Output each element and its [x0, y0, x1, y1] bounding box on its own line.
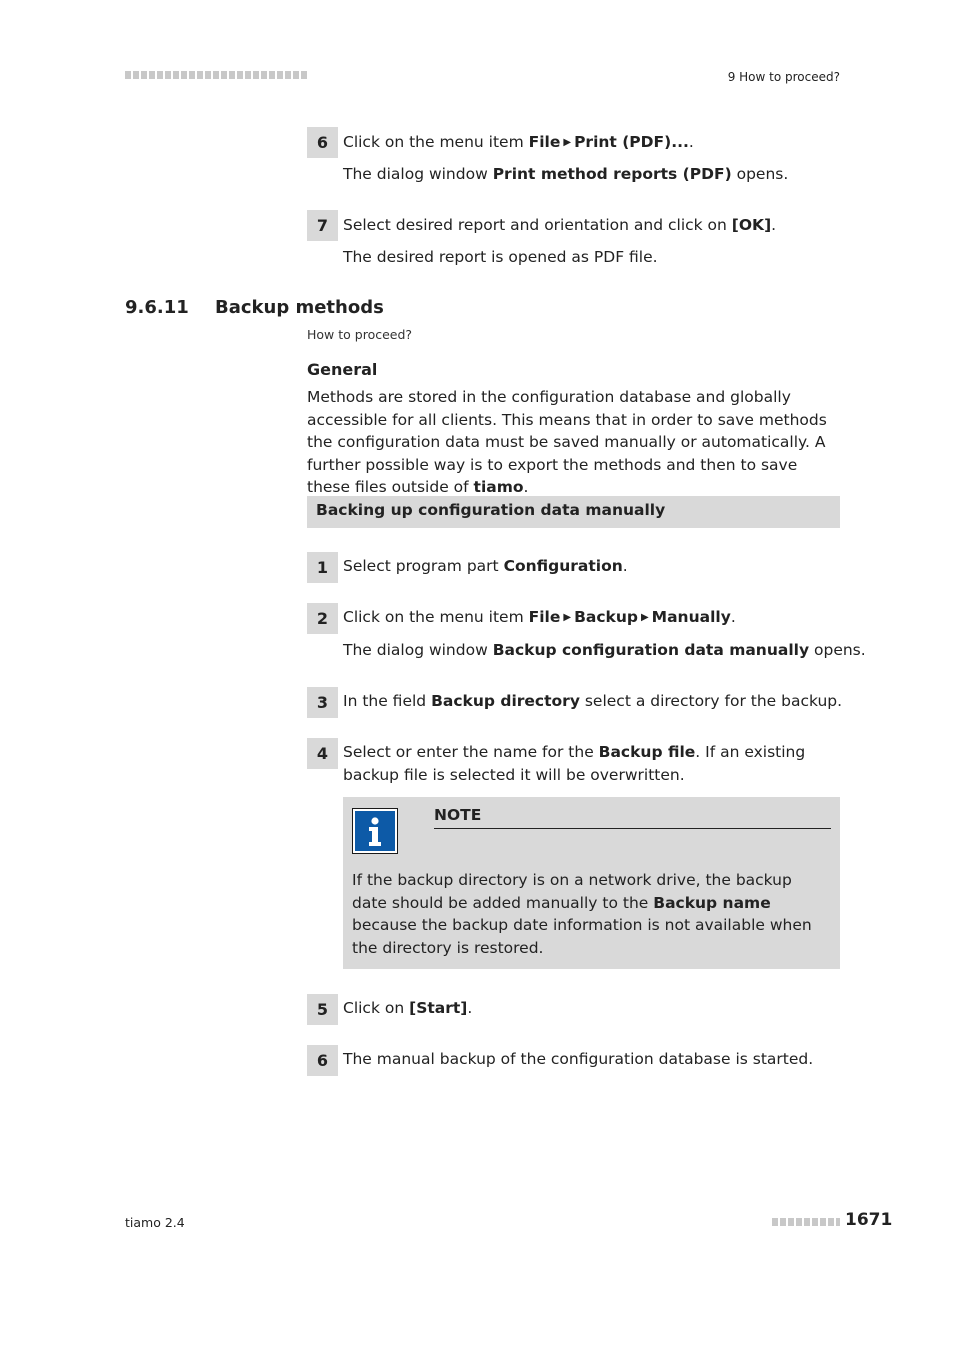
result-part: The dialog window — [343, 641, 493, 659]
page-number: 1671 — [845, 1210, 893, 1230]
product-name: tiamo — [473, 478, 524, 496]
result-part: The dialog window — [343, 165, 493, 183]
dialog-name: Print method reports (PDF) — [492, 165, 732, 183]
menu-backup: Backup — [574, 608, 638, 626]
header-chapter: 9 How to proceed? — [727, 70, 840, 84]
menu-arrow-icon: ▶ — [563, 612, 572, 623]
paragraph-part: . — [523, 478, 529, 496]
procedure-title: Backing up configuration data manually — [316, 501, 666, 519]
step-text-part: . If an existing backup file is selected it will be overwritten. — [343, 743, 806, 784]
menu-file: File — [528, 133, 561, 151]
step-result — [343, 163, 788, 185]
step-text — [343, 555, 628, 578]
note-title: NOTE — [434, 806, 482, 824]
menu-arrow-icon: ▶ — [563, 137, 572, 148]
step-text-part: Select desired report and orientation and click on — [343, 216, 732, 234]
start-button-ref: [Start] — [409, 999, 468, 1017]
result-part: opens. — [809, 641, 866, 659]
info-icon — [352, 808, 398, 854]
step-number: 6 — [307, 127, 338, 158]
step-text-part: . — [622, 557, 628, 575]
result-part: opens. — [731, 165, 789, 183]
step-text-part: In the field — [343, 692, 432, 710]
footer-decoration — [772, 1218, 840, 1226]
step-text — [343, 131, 694, 155]
section-subtitle: How to proceed? — [307, 327, 413, 342]
paragraph-part: Methods are stored in the configuration database and globally accessible for all clients. This means that in order to save methods the configuration data must be saved manually or automatically. A further possible way is to export the methods and then to save these files outside of — [307, 388, 827, 496]
menu-print-pdf: Print (PDF)... — [574, 133, 689, 151]
field-name: Backup directory — [431, 692, 580, 710]
general-paragraph — [307, 386, 842, 499]
step-text: The manual backup of the configuration database is started. — [343, 1050, 814, 1068]
step-text-part: select a directory for the backup. — [579, 692, 843, 710]
note-divider — [434, 828, 831, 829]
step-text-part: Click on — [343, 999, 410, 1017]
step-text — [343, 741, 838, 786]
note-text — [352, 869, 822, 959]
step-result — [343, 639, 866, 661]
step-text-part: . — [688, 133, 694, 151]
step-text-part: . — [771, 216, 777, 234]
step-number: 3 — [307, 687, 338, 718]
step-text — [343, 214, 776, 237]
step-number: 1 — [307, 552, 338, 583]
step-text-part: Select program part — [343, 557, 504, 575]
step-number: 5 — [307, 994, 338, 1025]
step-text-part: Click on the menu item — [343, 133, 529, 151]
step-text-part: . — [730, 608, 736, 626]
section-title: Backup methods — [215, 297, 384, 318]
section-number: 9.6.11 — [125, 297, 189, 318]
step-text — [343, 690, 842, 713]
step-result: The desired report is opened as PDF file. — [343, 248, 658, 266]
menu-arrow-icon: ▶ — [640, 612, 649, 623]
step-text-part: Select or enter the name for the — [343, 743, 599, 761]
step-number: 6 — [307, 1045, 338, 1076]
program-part: Configuration — [503, 557, 623, 575]
note-text-part: because the backup date information is not available when the directory is restored. — [352, 916, 812, 957]
step-number: 2 — [307, 603, 338, 634]
field-name: Backup file — [598, 743, 696, 761]
step-text — [343, 606, 736, 630]
ok-button-ref: [OK] — [731, 216, 772, 234]
menu-file: File — [528, 608, 561, 626]
field-name: Backup name — [653, 893, 771, 912]
step-text — [343, 997, 472, 1020]
step-number: 4 — [307, 738, 338, 769]
general-heading: General — [307, 360, 378, 379]
step-number: 7 — [307, 210, 338, 241]
dialog-name: Backup configuration data manually — [492, 641, 810, 659]
note-box — [343, 797, 840, 969]
menu-manually: Manually — [651, 608, 731, 626]
step-text-part: . — [467, 999, 473, 1017]
info-glyph — [353, 809, 397, 853]
step-text-part: Click on the menu item — [343, 608, 529, 626]
procedure-title-bar — [307, 496, 840, 528]
footer-product: tiamo 2.4 — [125, 1215, 185, 1230]
header-decoration — [125, 71, 307, 79]
note-text-part: If the backup directory is on a network drive, the backup date should be added manually to the — [352, 871, 792, 912]
